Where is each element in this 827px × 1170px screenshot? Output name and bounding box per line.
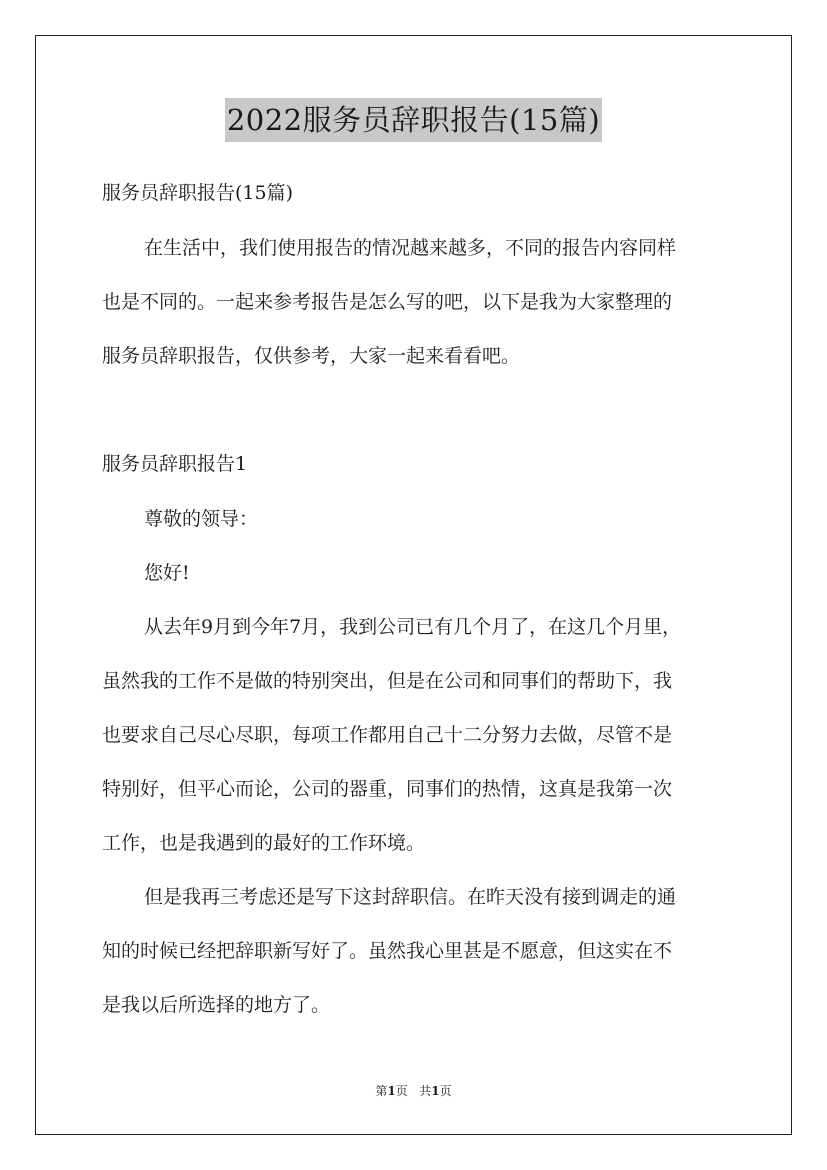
footer-page-unit: 页: [395, 1084, 408, 1098]
salutation: 尊敬的领导：: [144, 508, 259, 530]
para1-line-4: 特别好，但平心而论，公司的器重，同事们的热情，这真是我第一次: [102, 778, 673, 800]
title-container: [0, 98, 827, 142]
intro-line-2: 也是不同的。一起来参考报告是怎么写的吧，以下是我为大家整理的: [102, 291, 673, 313]
para1-line-1: 从去年9月到今年7月，我到公司已有几个月了，在这几个月里，: [144, 616, 682, 638]
document-subtitle: 服务员辞职报告(15篇): [102, 182, 294, 204]
footer-total-unit: 页: [439, 1084, 452, 1098]
para1-line-2: 虽然我的工作不是做的特别突出，但是在公司和同事们的帮助下，我: [102, 670, 673, 692]
section-heading: 服务员辞职报告1: [102, 453, 248, 475]
greeting: 您好!: [144, 562, 190, 584]
para2-line-1: 但是我再三考虑还是写下这封辞职信。在昨天没有接到调走的通: [144, 886, 677, 908]
footer-page-number: 1: [387, 1084, 396, 1098]
footer-total-number: 1: [431, 1084, 440, 1098]
para1-line-5: 工作，也是我遇到的最好的工作环境。: [102, 832, 426, 854]
footer-page-label: 第: [375, 1084, 388, 1098]
para1-line-3: 也要求自己尽心尽职，每项工作都用自己十二分努力去做，尽管不是: [102, 724, 673, 746]
page-footer: [0, 1083, 827, 1099]
intro-line-3: 服务员辞职报告，仅供参考，大家一起来看看吧。: [102, 345, 521, 367]
intro-line-1: 在生活中，我们使用报告的情况越来越多，不同的报告内容同样: [144, 237, 677, 259]
para2-line-2: 知的时候已经把辞职新写好了。虽然我心里甚是不愿意，但这实在不: [102, 940, 673, 962]
footer-total-label: 共: [419, 1084, 432, 1098]
para2-line-3: 是我以后所选择的地方了。: [102, 994, 331, 1016]
document-title: 2022服务员辞职报告(15篇): [225, 98, 602, 142]
